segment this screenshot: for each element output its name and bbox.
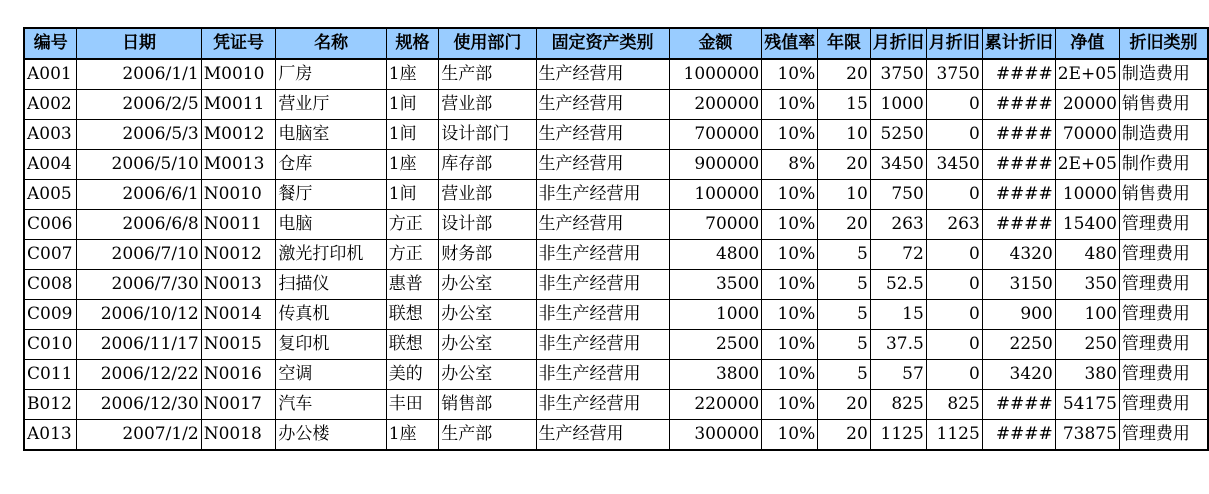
cell-amount[interactable]: 200000 bbox=[669, 90, 762, 120]
cell-voucher[interactable]: N0011 bbox=[201, 210, 276, 240]
header-cell-amount[interactable]: 金额 bbox=[669, 28, 762, 59]
cell-monthly-depreciation-2[interactable]: 0 bbox=[926, 90, 982, 120]
cell-years[interactable]: 20 bbox=[818, 390, 871, 420]
cell-amount[interactable]: 3800 bbox=[669, 360, 762, 390]
cell-monthly-depreciation[interactable]: 15 bbox=[870, 300, 926, 330]
cell-net-value[interactable]: 480 bbox=[1055, 240, 1119, 270]
table-row bbox=[24, 180, 1208, 210]
cell-net-value[interactable]: 15400 bbox=[1055, 210, 1119, 240]
table-body bbox=[24, 59, 1208, 450]
cell-residual-rate[interactable]: 10% bbox=[762, 420, 818, 451]
cell-department[interactable]: 生产部 bbox=[439, 420, 536, 451]
cell-asset-category[interactable]: 生产经营用 bbox=[536, 150, 669, 180]
cell-accumulated-depreciation[interactable]: 2250 bbox=[982, 330, 1055, 360]
cell-accumulated-depreciation[interactable]: 4320 bbox=[982, 240, 1055, 270]
cell-monthly-depreciation[interactable]: 825 bbox=[870, 390, 926, 420]
header-cell-net-value[interactable]: 净值 bbox=[1055, 28, 1119, 59]
cell-amount[interactable]: 220000 bbox=[669, 390, 762, 420]
cell-date[interactable]: 2006/6/8 bbox=[77, 210, 201, 240]
cell-name[interactable]: 电脑 bbox=[276, 210, 386, 240]
cell-residual-rate[interactable]: 10% bbox=[762, 240, 818, 270]
cell-years[interactable]: 10 bbox=[818, 180, 871, 210]
cell-residual-rate[interactable]: 10% bbox=[762, 390, 818, 420]
cell-id[interactable]: A013 bbox=[24, 420, 77, 451]
cell-name[interactable]: 复印机 bbox=[276, 330, 386, 360]
cell-accumulated-depreciation[interactable]: 3150 bbox=[982, 270, 1055, 300]
cell-voucher[interactable]: N0015 bbox=[201, 330, 276, 360]
fixed-asset-table bbox=[23, 27, 1209, 451]
cell-date[interactable]: 2006/5/10 bbox=[77, 150, 201, 180]
cell-residual-rate[interactable]: 10% bbox=[762, 120, 818, 150]
cell-net-value[interactable]: 350 bbox=[1055, 270, 1119, 300]
cell-department[interactable]: 营业部 bbox=[439, 90, 536, 120]
cell-spec[interactable]: 1间 bbox=[386, 180, 439, 210]
cell-voucher[interactable]: N0018 bbox=[201, 420, 276, 451]
cell-net-value[interactable]: 2E+05 bbox=[1055, 59, 1119, 90]
cell-depreciation-type[interactable]: 管理费用 bbox=[1119, 210, 1208, 240]
cell-name[interactable]: 空调 bbox=[276, 360, 386, 390]
cell-department[interactable]: 销售部 bbox=[439, 390, 536, 420]
cell-asset-category[interactable]: 非生产经营用 bbox=[536, 240, 669, 270]
cell-department[interactable]: 办公室 bbox=[439, 300, 536, 330]
cell-amount[interactable]: 1000000 bbox=[669, 59, 762, 90]
cell-monthly-depreciation[interactable]: 3750 bbox=[870, 59, 926, 90]
header-cell-asset-category[interactable]: 固定资产类别 bbox=[536, 28, 669, 59]
table-row bbox=[24, 300, 1208, 330]
cell-depreciation-type[interactable]: 制造费用 bbox=[1119, 120, 1208, 150]
cell-depreciation-type[interactable]: 管理费用 bbox=[1119, 420, 1208, 451]
table-row bbox=[24, 120, 1208, 150]
cell-residual-rate[interactable]: 10% bbox=[762, 59, 818, 90]
cell-net-value[interactable]: 54175 bbox=[1055, 390, 1119, 420]
cell-asset-category[interactable]: 生产经营用 bbox=[536, 59, 669, 90]
cell-date[interactable]: 2006/7/10 bbox=[77, 240, 201, 270]
cell-date[interactable]: 2006/12/30 bbox=[77, 390, 201, 420]
cell-years[interactable]: 5 bbox=[818, 330, 871, 360]
cell-depreciation-type[interactable]: 销售费用 bbox=[1119, 180, 1208, 210]
cell-name[interactable]: 电脑室 bbox=[276, 120, 386, 150]
cell-voucher[interactable]: N0016 bbox=[201, 360, 276, 390]
cell-monthly-depreciation[interactable]: 1000 bbox=[870, 90, 926, 120]
cell-amount[interactable]: 1000 bbox=[669, 300, 762, 330]
cell-net-value[interactable]: 73875 bbox=[1055, 420, 1119, 451]
cell-monthly-depreciation-2[interactable]: 0 bbox=[926, 180, 982, 210]
cell-name[interactable]: 扫描仪 bbox=[276, 270, 386, 300]
cell-voucher[interactable]: N0012 bbox=[201, 240, 276, 270]
cell-department[interactable]: 设计部门 bbox=[439, 120, 536, 150]
cell-spec[interactable]: 1间 bbox=[386, 90, 439, 120]
cell-depreciation-type[interactable]: 管理费用 bbox=[1119, 390, 1208, 420]
table-row bbox=[24, 210, 1208, 240]
cell-asset-category[interactable]: 生产经营用 bbox=[536, 210, 669, 240]
cell-accumulated-depreciation[interactable]: #### bbox=[982, 120, 1055, 150]
cell-depreciation-type[interactable]: 管理费用 bbox=[1119, 240, 1208, 270]
cell-depreciation-type[interactable]: 管理费用 bbox=[1119, 270, 1208, 300]
cell-years[interactable]: 15 bbox=[818, 90, 871, 120]
table-row bbox=[24, 330, 1208, 360]
cell-monthly-depreciation[interactable]: 72 bbox=[870, 240, 926, 270]
cell-voucher[interactable]: N0017 bbox=[201, 390, 276, 420]
cell-id[interactable]: C010 bbox=[24, 330, 77, 360]
cell-spec[interactable]: 惠普 bbox=[386, 270, 439, 300]
cell-amount[interactable]: 4800 bbox=[669, 240, 762, 270]
cell-net-value[interactable]: 2E+05 bbox=[1055, 150, 1119, 180]
cell-asset-category[interactable]: 非生产经营用 bbox=[536, 180, 669, 210]
cell-residual-rate[interactable]: 10% bbox=[762, 330, 818, 360]
cell-amount[interactable]: 300000 bbox=[669, 420, 762, 451]
cell-date[interactable]: 2006/7/30 bbox=[77, 270, 201, 300]
cell-monthly-depreciation-2[interactable]: 3750 bbox=[926, 59, 982, 90]
cell-asset-category[interactable]: 生产经营用 bbox=[536, 420, 669, 451]
cell-voucher[interactable]: N0013 bbox=[201, 270, 276, 300]
cell-voucher[interactable]: M0013 bbox=[201, 150, 276, 180]
cell-name[interactable]: 厂房 bbox=[276, 59, 386, 90]
cell-years[interactable]: 5 bbox=[818, 270, 871, 300]
cell-accumulated-depreciation[interactable]: #### bbox=[982, 150, 1055, 180]
cell-asset-category[interactable]: 非生产经营用 bbox=[536, 390, 669, 420]
cell-department[interactable]: 库存部 bbox=[439, 150, 536, 180]
cell-residual-rate[interactable]: 10% bbox=[762, 300, 818, 330]
cell-years[interactable]: 5 bbox=[818, 240, 871, 270]
cell-date[interactable]: 2006/1/1 bbox=[77, 59, 201, 90]
cell-amount[interactable]: 3500 bbox=[669, 270, 762, 300]
cell-asset-category[interactable]: 非生产经营用 bbox=[536, 360, 669, 390]
header-cell-monthly-depreciation[interactable]: 月折旧 bbox=[870, 28, 926, 59]
cell-net-value[interactable]: 100 bbox=[1055, 300, 1119, 330]
cell-id[interactable]: A005 bbox=[24, 180, 77, 210]
cell-amount[interactable]: 2500 bbox=[669, 330, 762, 360]
cell-voucher[interactable]: M0012 bbox=[201, 120, 276, 150]
cell-monthly-depreciation[interactable]: 37.5 bbox=[870, 330, 926, 360]
header-cell-date[interactable]: 日期 bbox=[77, 28, 201, 59]
cell-name[interactable]: 仓库 bbox=[276, 150, 386, 180]
cell-id[interactable]: C008 bbox=[24, 270, 77, 300]
table-row bbox=[24, 240, 1208, 270]
cell-monthly-depreciation-2[interactable]: 0 bbox=[926, 270, 982, 300]
cell-department[interactable]: 办公室 bbox=[439, 330, 536, 360]
cell-date[interactable]: 2006/5/3 bbox=[77, 120, 201, 150]
cell-net-value[interactable]: 70000 bbox=[1055, 120, 1119, 150]
cell-accumulated-depreciation[interactable]: #### bbox=[982, 90, 1055, 120]
cell-id[interactable]: A001 bbox=[24, 59, 77, 90]
header-cell-spec[interactable]: 规格 bbox=[386, 28, 439, 59]
table-row bbox=[24, 420, 1208, 451]
header-cell-department[interactable]: 使用部门 bbox=[439, 28, 536, 59]
cell-monthly-depreciation-2[interactable]: 1125 bbox=[926, 420, 982, 451]
cell-net-value[interactable]: 380 bbox=[1055, 360, 1119, 390]
cell-accumulated-depreciation[interactable]: #### bbox=[982, 390, 1055, 420]
cell-spec[interactable]: 1座 bbox=[386, 59, 439, 90]
cell-monthly-depreciation-2[interactable]: 825 bbox=[926, 390, 982, 420]
cell-id[interactable]: A002 bbox=[24, 90, 77, 120]
cell-depreciation-type[interactable]: 制造费用 bbox=[1119, 59, 1208, 90]
cell-monthly-depreciation[interactable]: 1125 bbox=[870, 420, 926, 451]
cell-monthly-depreciation[interactable]: 3450 bbox=[870, 150, 926, 180]
table-row bbox=[24, 150, 1208, 180]
cell-monthly-depreciation[interactable]: 263 bbox=[870, 210, 926, 240]
cell-accumulated-depreciation[interactable]: 900 bbox=[982, 300, 1055, 330]
cell-residual-rate[interactable]: 10% bbox=[762, 210, 818, 240]
cell-years[interactable]: 5 bbox=[818, 300, 871, 330]
cell-spec[interactable]: 方正 bbox=[386, 210, 439, 240]
cell-monthly-depreciation[interactable]: 5250 bbox=[870, 120, 926, 150]
cell-monthly-depreciation-2[interactable]: 0 bbox=[926, 300, 982, 330]
cell-department[interactable]: 办公室 bbox=[439, 270, 536, 300]
cell-asset-category[interactable]: 非生产经营用 bbox=[536, 330, 669, 360]
cell-name[interactable]: 办公楼 bbox=[276, 420, 386, 451]
cell-monthly-depreciation-2[interactable]: 0 bbox=[926, 240, 982, 270]
cell-residual-rate[interactable]: 8% bbox=[762, 150, 818, 180]
header-cell-accumulated-depreciation[interactable]: 累计折旧 bbox=[982, 28, 1055, 59]
cell-years[interactable]: 10 bbox=[818, 120, 871, 150]
cell-residual-rate[interactable]: 10% bbox=[762, 180, 818, 210]
cell-monthly-depreciation-2[interactable]: 263 bbox=[926, 210, 982, 240]
cell-spec[interactable]: 1座 bbox=[386, 150, 439, 180]
cell-spec[interactable]: 方正 bbox=[386, 240, 439, 270]
cell-spec[interactable]: 丰田 bbox=[386, 390, 439, 420]
cell-id[interactable]: B012 bbox=[24, 390, 77, 420]
cell-department[interactable]: 生产部 bbox=[439, 59, 536, 90]
cell-monthly-depreciation[interactable]: 57 bbox=[870, 360, 926, 390]
cell-name[interactable]: 汽车 bbox=[276, 390, 386, 420]
header-row bbox=[24, 28, 1208, 59]
cell-department[interactable]: 财务部 bbox=[439, 240, 536, 270]
cell-asset-category[interactable]: 非生产经营用 bbox=[536, 300, 669, 330]
cell-amount[interactable]: 100000 bbox=[669, 180, 762, 210]
cell-voucher[interactable]: N0014 bbox=[201, 300, 276, 330]
header-cell-id[interactable]: 编号 bbox=[24, 28, 77, 59]
header-cell-depreciation-type[interactable]: 折旧类别 bbox=[1119, 28, 1208, 59]
cell-net-value[interactable]: 20000 bbox=[1055, 90, 1119, 120]
cell-depreciation-type[interactable]: 销售费用 bbox=[1119, 90, 1208, 120]
cell-net-value[interactable]: 250 bbox=[1055, 330, 1119, 360]
cell-monthly-depreciation[interactable]: 750 bbox=[870, 180, 926, 210]
cell-id[interactable]: C009 bbox=[24, 300, 77, 330]
header-cell-residual-rate[interactable]: 残值率 bbox=[762, 28, 818, 59]
cell-name[interactable]: 传真机 bbox=[276, 300, 386, 330]
table-row bbox=[24, 270, 1208, 300]
cell-depreciation-type[interactable]: 制作费用 bbox=[1119, 150, 1208, 180]
cell-date[interactable]: 2006/10/12 bbox=[77, 300, 201, 330]
table-row bbox=[24, 390, 1208, 420]
cell-id[interactable]: A004 bbox=[24, 150, 77, 180]
cell-accumulated-depreciation[interactable]: #### bbox=[982, 180, 1055, 210]
cell-residual-rate[interactable]: 10% bbox=[762, 90, 818, 120]
cell-accumulated-depreciation[interactable]: 3420 bbox=[982, 360, 1055, 390]
cell-id[interactable]: C011 bbox=[24, 360, 77, 390]
cell-asset-category[interactable]: 生产经营用 bbox=[536, 90, 669, 120]
cell-department[interactable]: 营业部 bbox=[439, 180, 536, 210]
cell-monthly-depreciation-2[interactable]: 0 bbox=[926, 330, 982, 360]
cell-id[interactable]: C007 bbox=[24, 240, 77, 270]
cell-monthly-depreciation-2[interactable]: 3450 bbox=[926, 150, 982, 180]
cell-department[interactable]: 设计部 bbox=[439, 210, 536, 240]
cell-department[interactable]: 办公室 bbox=[439, 360, 536, 390]
cell-spec[interactable]: 1间 bbox=[386, 120, 439, 150]
table-row bbox=[24, 90, 1208, 120]
table-row bbox=[24, 360, 1208, 390]
table-row bbox=[24, 59, 1208, 90]
cell-years[interactable]: 20 bbox=[818, 210, 871, 240]
cell-date[interactable]: 2006/11/17 bbox=[77, 330, 201, 360]
cell-name[interactable]: 营业厅 bbox=[276, 90, 386, 120]
cell-accumulated-depreciation[interactable]: #### bbox=[982, 420, 1055, 451]
cell-years[interactable]: 5 bbox=[818, 360, 871, 390]
cell-accumulated-depreciation[interactable]: #### bbox=[982, 210, 1055, 240]
cell-depreciation-type[interactable]: 管理费用 bbox=[1119, 300, 1208, 330]
cell-id[interactable]: C006 bbox=[24, 210, 77, 240]
cell-monthly-depreciation-2[interactable]: 0 bbox=[926, 120, 982, 150]
cell-voucher[interactable]: N0010 bbox=[201, 180, 276, 210]
cell-amount[interactable]: 700000 bbox=[669, 120, 762, 150]
cell-spec[interactable]: 联想 bbox=[386, 330, 439, 360]
cell-date[interactable]: 2006/2/5 bbox=[77, 90, 201, 120]
cell-spec[interactable]: 联想 bbox=[386, 300, 439, 330]
cell-accumulated-depreciation[interactable]: #### bbox=[982, 59, 1055, 90]
cell-depreciation-type[interactable]: 管理费用 bbox=[1119, 330, 1208, 360]
cell-asset-category[interactable]: 非生产经营用 bbox=[536, 270, 669, 300]
cell-spec[interactable]: 美的 bbox=[386, 360, 439, 390]
cell-voucher[interactable]: M0010 bbox=[201, 59, 276, 90]
cell-amount[interactable]: 70000 bbox=[669, 210, 762, 240]
cell-net-value[interactable]: 10000 bbox=[1055, 180, 1119, 210]
cell-date[interactable]: 2007/1/2 bbox=[77, 420, 201, 451]
cell-id[interactable]: A003 bbox=[24, 120, 77, 150]
header-cell-years[interactable]: 年限 bbox=[818, 28, 871, 59]
cell-asset-category[interactable]: 生产经营用 bbox=[536, 120, 669, 150]
cell-spec[interactable]: 1座 bbox=[386, 420, 439, 451]
cell-residual-rate[interactable]: 10% bbox=[762, 270, 818, 300]
cell-name[interactable]: 餐厅 bbox=[276, 180, 386, 210]
cell-years[interactable]: 20 bbox=[818, 420, 871, 451]
cell-monthly-depreciation-2[interactable]: 0 bbox=[926, 360, 982, 390]
cell-depreciation-type[interactable]: 管理费用 bbox=[1119, 360, 1208, 390]
header-cell-name[interactable]: 名称 bbox=[276, 28, 386, 59]
cell-years[interactable]: 20 bbox=[818, 59, 871, 90]
cell-years[interactable]: 20 bbox=[818, 150, 871, 180]
cell-name[interactable]: 激光打印机 bbox=[276, 240, 386, 270]
cell-amount[interactable]: 900000 bbox=[669, 150, 762, 180]
cell-date[interactable]: 2006/6/1 bbox=[77, 180, 201, 210]
cell-date[interactable]: 2006/12/22 bbox=[77, 360, 201, 390]
cell-monthly-depreciation[interactable]: 52.5 bbox=[870, 270, 926, 300]
header-cell-voucher[interactable]: 凭证号 bbox=[201, 28, 276, 59]
header-cell-monthly-depreciation-2[interactable]: 月折旧 bbox=[926, 28, 982, 59]
cell-residual-rate[interactable]: 10% bbox=[762, 360, 818, 390]
cell-voucher[interactable]: M0011 bbox=[201, 90, 276, 120]
